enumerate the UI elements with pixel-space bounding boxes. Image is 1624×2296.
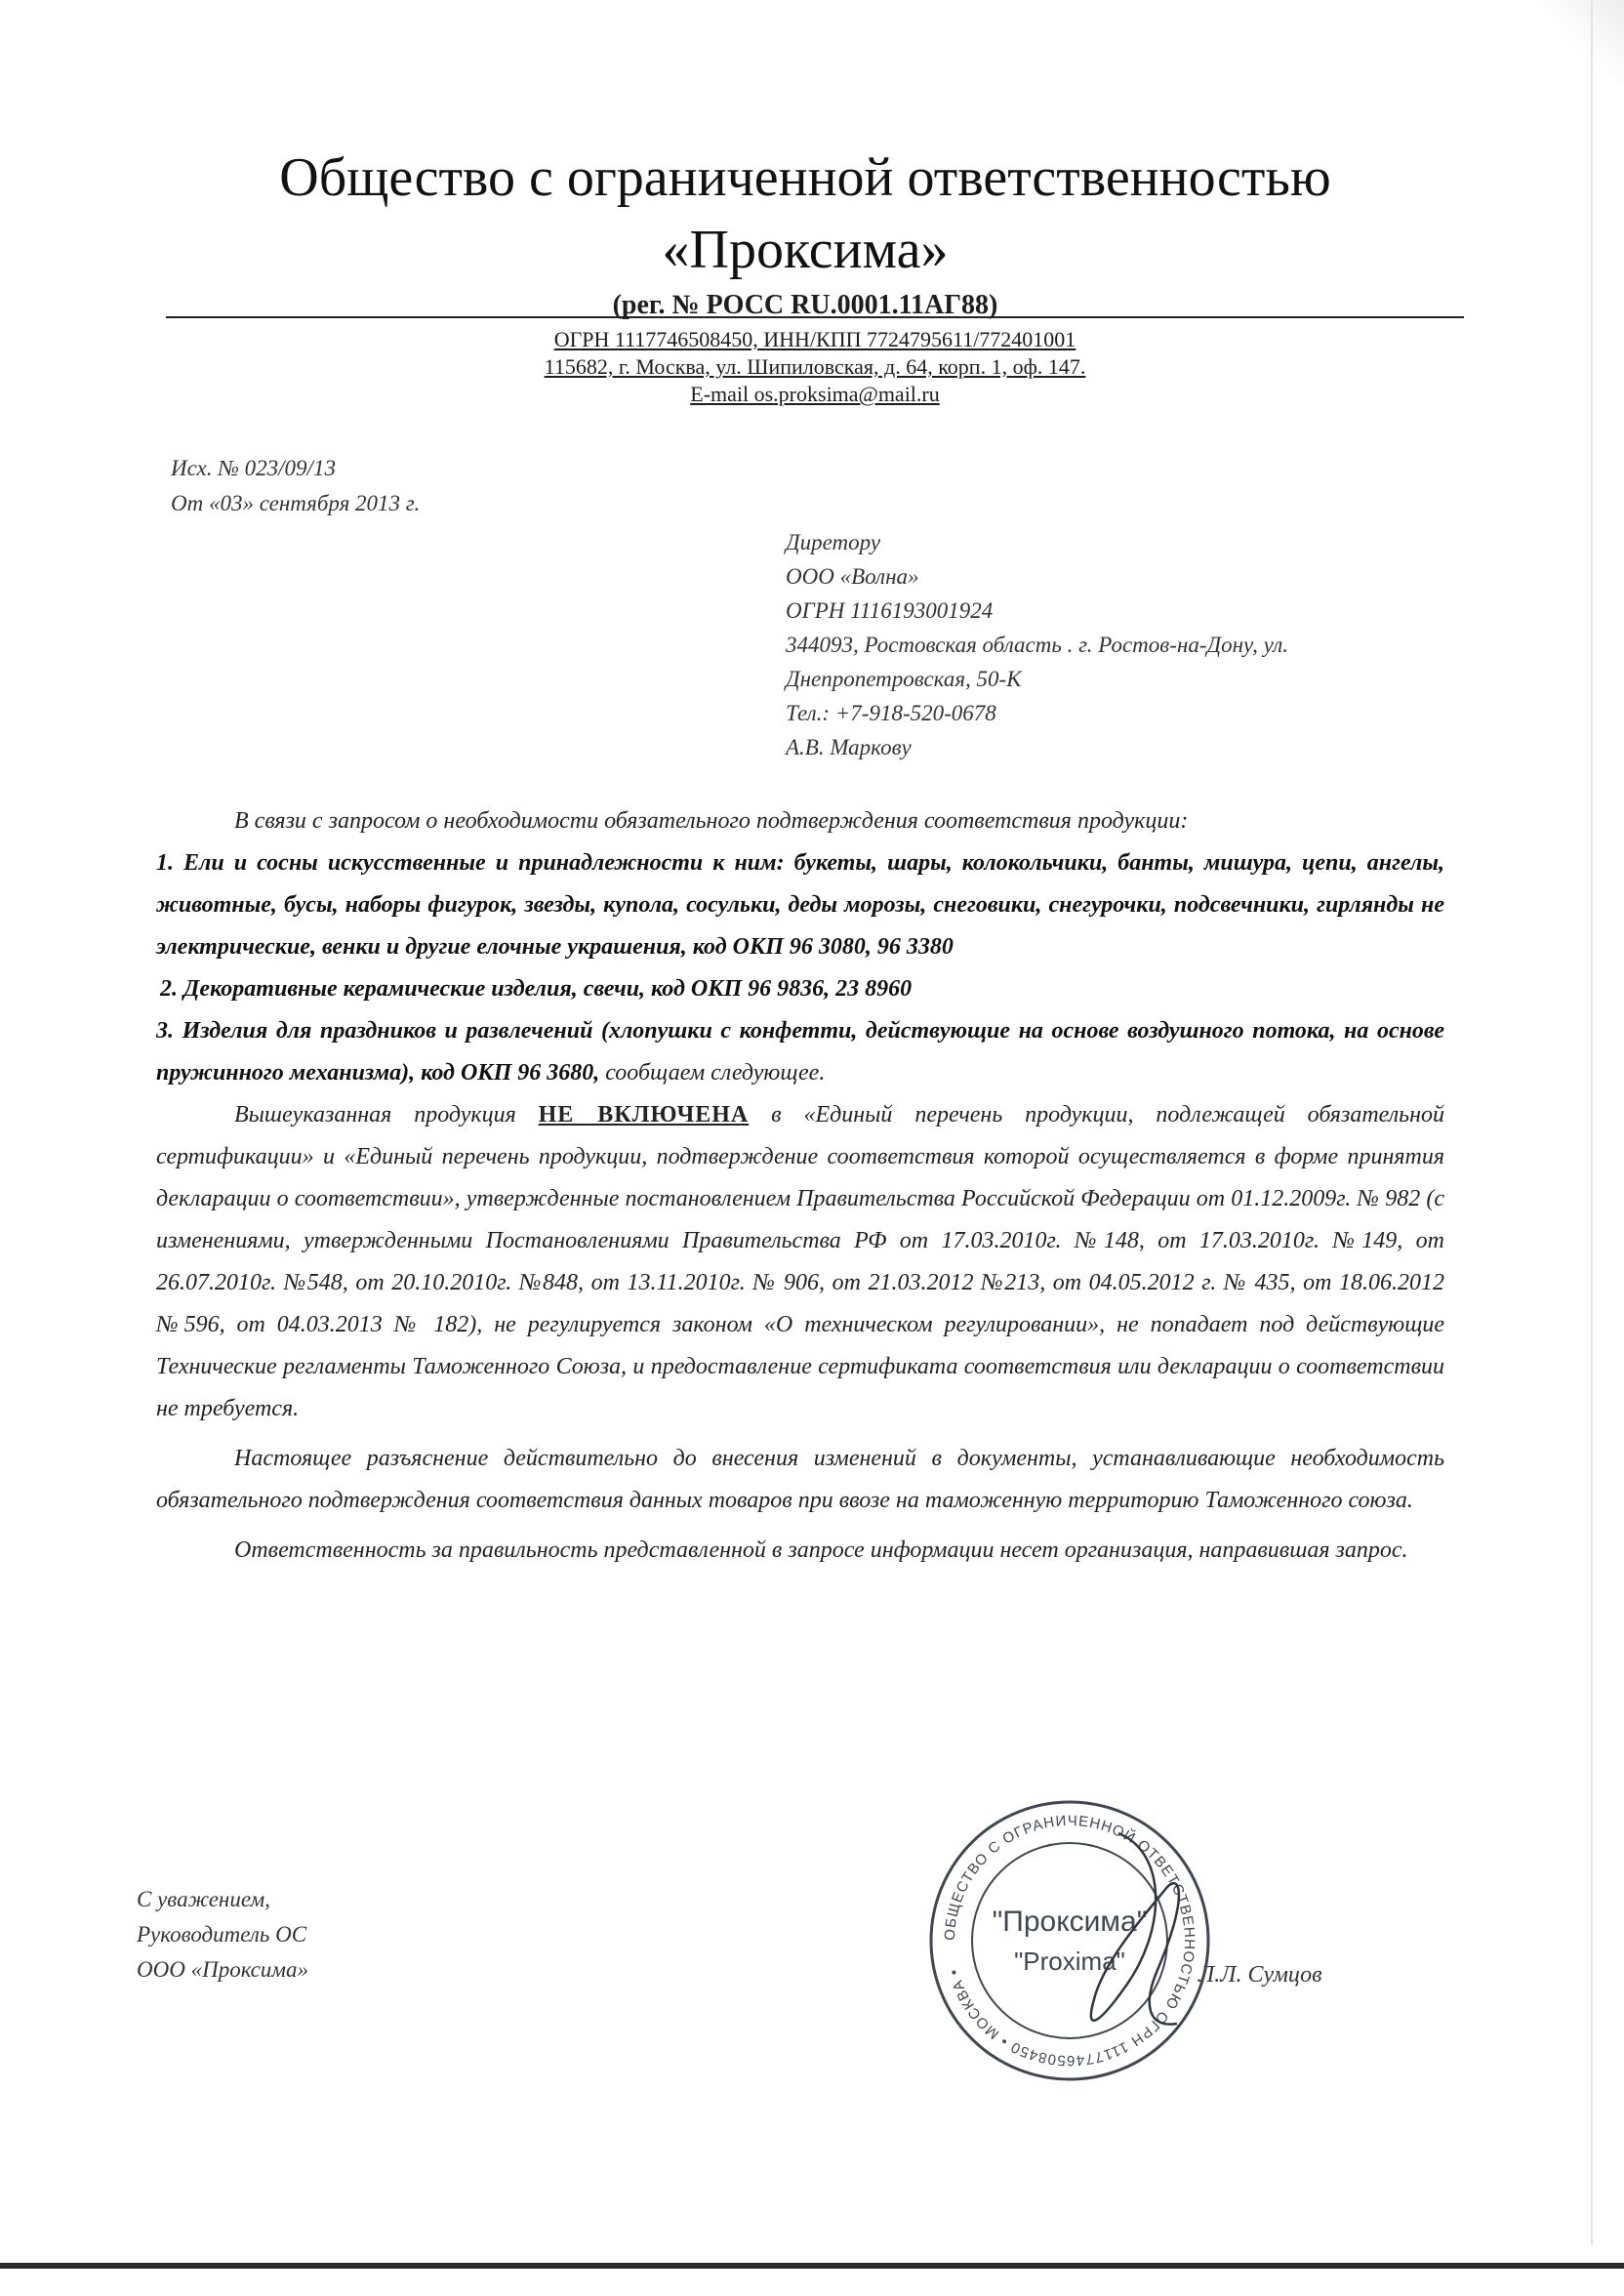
addressee-line: Днепропетровская, 50-К <box>786 667 1022 691</box>
signer-org: ООО «Проксима» <box>137 1957 308 1982</box>
org-name-line2: «Проксима» <box>662 220 949 280</box>
not-included-highlight: НЕ ВКЛЮЧЕНА <box>538 1102 750 1128</box>
letter-body <box>156 800 1444 1572</box>
stamp-inner-ring <box>972 1843 1167 2038</box>
intro-paragraph: В связи с запросом о необходимости обязательного подтверждения соответствия продукции: <box>234 808 1189 834</box>
outgoing-number: Исх. № 023/09/13 <box>171 456 336 480</box>
requisites <box>410 326 1220 408</box>
conclusion-paragraph <box>156 1094 1444 1430</box>
org-name-line1: Общество с ограниченной ответственностью <box>279 147 1331 208</box>
responsibility-paragraph: Ответственность за правильность представленной в запросе информации несет организация, направившая запрос. <box>234 1538 1408 1563</box>
stamp-ring-text: ОБЩЕСТВО С ОГРАНИЧЕННОЙ ОТВЕТСТВЕННОСТЬЮ ОГРН 1117746508450 • МОСКВА • <box>941 1812 1198 2070</box>
addressee-block <box>786 525 1469 764</box>
addressee-line: Тел.: +7-918-520-0678 <box>786 701 996 725</box>
regards-text: С уважением, <box>137 1887 270 1911</box>
conclusion-start: Вышеуказанная продукция <box>234 1102 539 1128</box>
product-item-3-tail: сообщаем следующее. <box>599 1060 826 1086</box>
stamp-center-line2: "Proxima" <box>1014 1947 1125 1976</box>
addressee-line: ООО «Волна» <box>786 564 919 589</box>
email-line: E-mail os.proksima@mail.ru <box>690 382 940 406</box>
outgoing-reference <box>171 451 420 521</box>
signer-position: Руководитель ОС <box>137 1922 307 1947</box>
scan-corner <box>1507 0 1624 117</box>
stamp-center-line1: "Проксима" <box>992 1906 1148 1938</box>
registration-number: (рег. № РОСС RU.0001.11АГ88) <box>612 290 998 320</box>
product-item-3 <box>156 1010 1444 1094</box>
outgoing-date: От «03» сентября 2013 г. <box>171 491 421 515</box>
validity-paragraph: Настоящее разъяснение действительно до внесения изменений в документы, устанавливающие необходимость обязательного подтверждения соответствия данных товаров при ввозе на таможенную территорию Таможенного союза. <box>156 1446 1444 1513</box>
conclusion-rest: в «Единый перечень продукции, подлежащей обязательной сертификации» и «Единый перечень продукции, подтверждение соответствия которой осуществляется в форме принятия декларации о соответствии», утвержденные постановлением Правительства Российской Федерации от 01.12.2009г. № 982 (с изменениями, утвержденными Постановлениями Правительства РФ от 17.03.2010г. №148, от 17.03.2010г. №149, от 26.07.2010г. №548, от 20.10.2010г. №848, от 13.11.2010г. № 906, от 21.03.2012 №213, от 04.05.2012 г. № 435, от 18.06.2012 №596, от 04.03.2013 № 182), не регулируется законом «О техническом регулировании», не попадает под действующие Технические регламенты Таможенного Союза, и предоставление сертификата соответствия или декларации о соответствии не требуется. <box>156 1102 1445 1421</box>
addressee-line: 344093, Ростовская область . г. Ростов-на-Дону, ул. <box>786 633 1288 657</box>
addressee-line: ОГРН 1116193001924 <box>786 598 994 623</box>
signature-block <box>137 1882 308 1988</box>
company-stamp <box>923 1794 1216 2087</box>
ogrn-line: ОГРН 1117746508450, ИНН/КПП 7724795611/772401001 <box>553 327 1076 351</box>
addressee-line: А.В. Маркову <box>786 735 912 759</box>
addressee-line: Диретору <box>786 530 881 554</box>
address-line: 115682, г. Москва, ул. Шипиловская, д. 64, корп. 1, оф. 147. <box>544 354 1086 379</box>
letterhead-rule <box>166 316 1464 318</box>
scan-edge <box>1591 0 1593 2245</box>
product-item-2: 2. Декоративные керамические изделия, свечи, код ОКП 96 9836, 23 8960 <box>160 976 913 1002</box>
letterhead <box>146 142 1464 321</box>
product-item-3-bold: 3. Изделия для праздников и развлечений (хлопушки с конфетти, действующие на основе воздушного потока, на основе пружинного механизма), код ОКП 96 3680, <box>156 1018 1444 1086</box>
product-item-1: 1. Ели и сосны искусственные и принадлежности к ним: букеты, шары, колокольчики, банты, мишура, цепи, ангелы, животные, бусы, наборы фигурок, звезды, купола, сосульки, деды морозы, снеговики, снегурочки, подсвечники, гирлянды не электрические, венки и другие елочные украшения, код ОКП 96 3080, 96 3380 <box>156 850 1444 960</box>
scan-bottom-edge <box>0 2263 1624 2269</box>
signer-name: Л.Л. Сумцов <box>1198 1962 1322 1988</box>
